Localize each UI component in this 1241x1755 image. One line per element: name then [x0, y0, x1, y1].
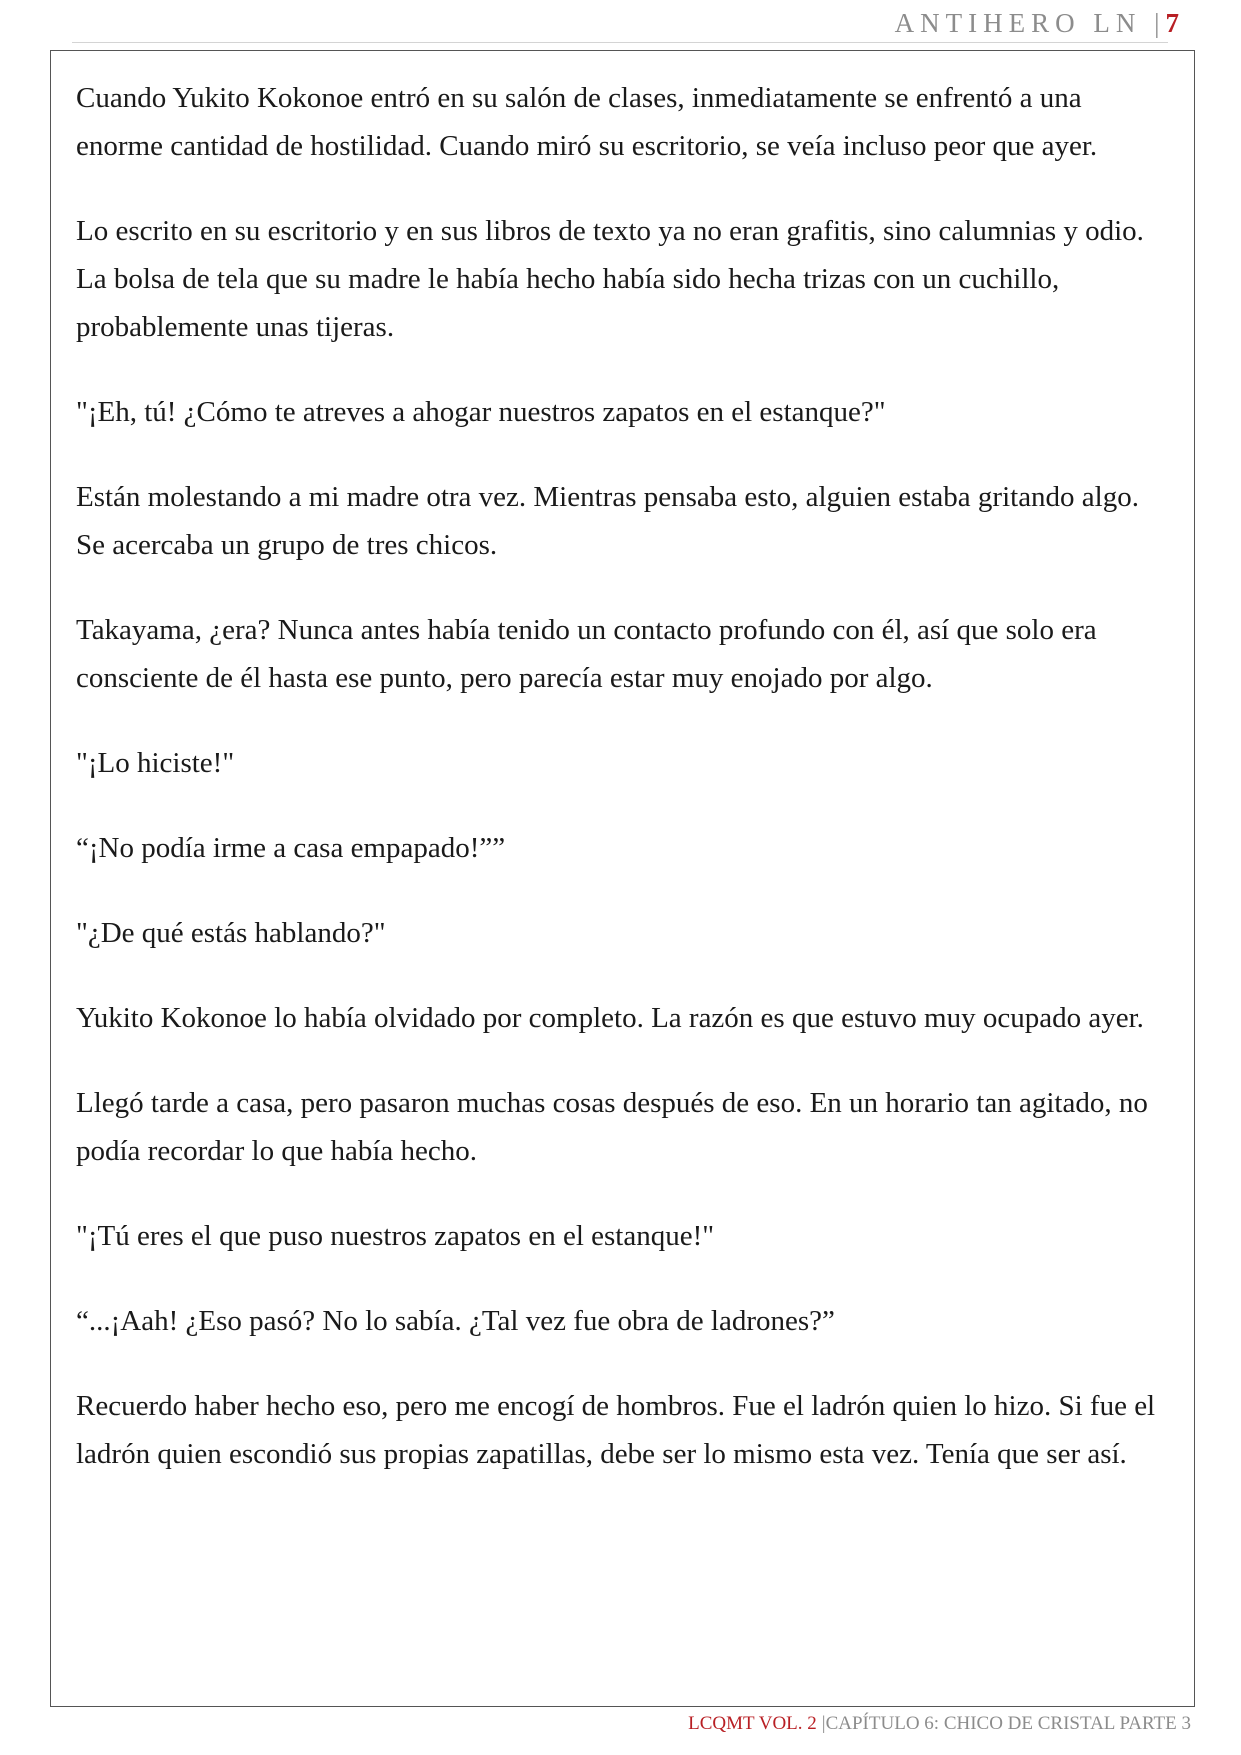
paragraph: “...¡Aah! ¿Eso pasó? No lo sabía. ¿Tal vez fue obra de ladrones?”: [76, 1305, 835, 1337]
paragraph: "¿De qué estás hablando?": [76, 917, 386, 949]
paragraph: "¡Tú eres el que puso nuestros zapatos en el estanque!": [76, 1220, 715, 1252]
paragraph: Están molestando a mi madre otra vez. Mientras pensaba esto, alguien estaba gritando algo. Se acercaba un grupo de tres chicos.: [76, 481, 1139, 561]
paragraph: Yukito Kokonoe lo había olvidado por completo. La razón es que estuvo muy ocupado ayer.: [76, 1002, 1144, 1034]
page-body: [76, 74, 1166, 1515]
chapter-label: CAPÍTULO 6: CHICO DE CRISTAL PARTE 3: [825, 1713, 1191, 1734]
paragraph: "¡Eh, tú! ¿Cómo te atreves a ahogar nuestros zapatos en el estanque?": [76, 396, 886, 428]
paragraph: Takayama, ¿era? Nunca antes había tenido un contacto profundo con él, así que solo era consciente de él hasta ese punto, pero parecía estar muy enojado por algo.: [76, 614, 1097, 694]
paragraph: Lo escrito en su escritorio y en sus libros de texto ya no eran grafitis, sino calumnias y odio. La bolsa de tela que su madre le había hecho había sido hecha trizas con un cuchillo, probablemente unas tijeras.: [76, 215, 1144, 343]
running-header: [895, 8, 1179, 39]
header-rule: [72, 42, 1168, 43]
paragraph: Llegó tarde a casa, pero pasaron muchas cosas después de eso. En un horario tan agitado, no podía recordar lo que había hecho.: [76, 1087, 1148, 1167]
footer-separator: |: [821, 1713, 826, 1734]
volume-label: LCQMT VOL. 2: [688, 1713, 817, 1734]
paragraph: Recuerdo haber hecho eso, pero me encogí de hombros. Fue el ladrón quien lo hizo. Si fue el ladrón quien escondió sus propias zapatillas, debe ser lo mismo esta vez. Tenía que ser así.: [76, 1390, 1156, 1470]
paragraph: "¡Lo hiciste!": [76, 747, 235, 779]
paragraph: Cuando Yukito Kokonoe entró en su salón de clases, inmediatamente se enfrentó a una enorme cantidad de hostilidad. Cuando miró su escritorio, se veía incluso peor que ayer.: [76, 82, 1098, 162]
running-footer: [688, 1713, 1191, 1735]
paragraph: “¡No podía irme a casa empapado!””: [76, 832, 506, 864]
book-title: ANTIHERO LN: [894, 8, 1142, 38]
header-separator: |: [1154, 8, 1160, 38]
page-number: 7: [1165, 8, 1179, 38]
